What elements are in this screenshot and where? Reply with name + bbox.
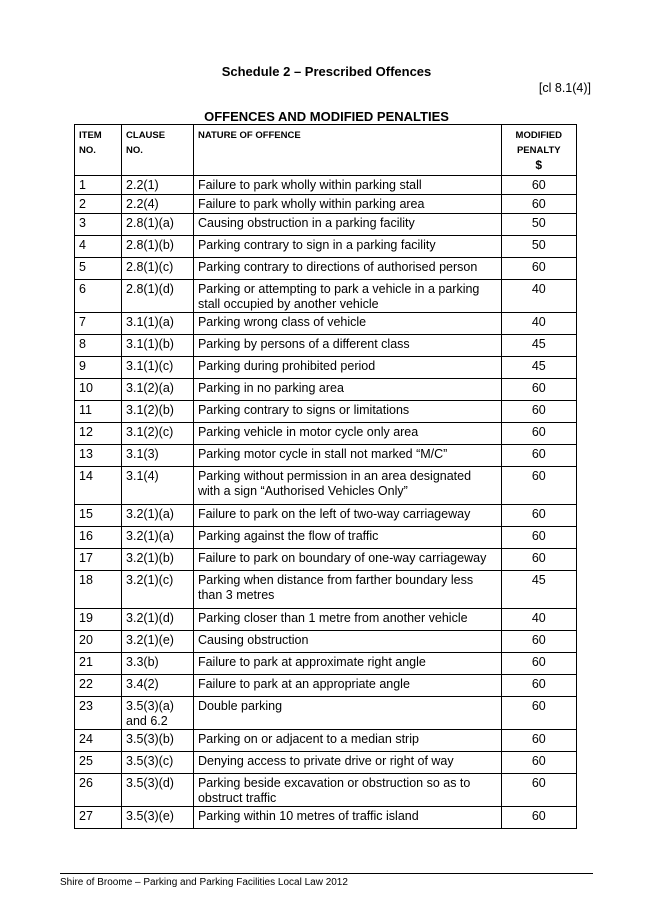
cell-clause-no: 3.1(2)(b) xyxy=(122,401,194,423)
cell-nature-of-offence: Parking within 10 metres of traffic island xyxy=(193,807,501,829)
cell-item-no: 25 xyxy=(75,752,122,774)
cell-modified-penalty: 60 xyxy=(501,401,576,423)
cell-item-no: 1 xyxy=(75,176,122,195)
cell-item-no: 10 xyxy=(75,379,122,401)
cell-modified-penalty: 60 xyxy=(501,549,576,571)
cell-item-no: 20 xyxy=(75,631,122,653)
table-row xyxy=(75,335,577,357)
cell-modified-penalty: 40 xyxy=(501,280,576,313)
cell-clause-no: 3.5(3)(b) xyxy=(122,730,194,752)
table-row xyxy=(75,752,577,774)
header-item-no xyxy=(75,125,122,176)
offences-table xyxy=(74,124,577,829)
page-footer: Shire of Broome – Parking and Parking Facilities Local Law 2012 xyxy=(60,877,348,888)
header-penalty-line1: MODIFIED xyxy=(515,130,562,141)
cell-item-no: 3 xyxy=(75,214,122,236)
cell-clause-no: 2.8(1)(a) xyxy=(122,214,194,236)
table-row xyxy=(75,609,577,631)
cell-nature-of-offence: Parking when distance from farther boundary less than 3 metres xyxy=(193,571,501,609)
header-modified-penalty xyxy=(501,125,576,176)
cell-nature-of-offence: Parking by persons of a different class xyxy=(193,335,501,357)
cell-item-no: 8 xyxy=(75,335,122,357)
cell-clause-no: 2.2(1) xyxy=(122,176,194,195)
table-row xyxy=(75,697,577,730)
cell-nature-of-offence: Parking wrong class of vehicle xyxy=(193,313,501,335)
cell-clause-no: 3.4(2) xyxy=(122,675,194,697)
cell-nature-of-offence: Parking on or adjacent to a median strip xyxy=(193,730,501,752)
cell-modified-penalty: 60 xyxy=(501,379,576,401)
cell-nature-of-offence: Failure to park at approximate right angle xyxy=(193,653,501,675)
cell-clause-no: 2.8(1)(b) xyxy=(122,236,194,258)
cell-item-no: 21 xyxy=(75,653,122,675)
cell-item-no: 12 xyxy=(75,423,122,445)
table-row xyxy=(75,675,577,697)
cell-item-no: 6 xyxy=(75,280,122,313)
cell-nature-of-offence: Parking in no parking area xyxy=(193,379,501,401)
cell-clause-no: 3.2(1)(a) xyxy=(122,505,194,527)
cell-modified-penalty: 60 xyxy=(501,697,576,730)
header-penalty-line2: PENALTY xyxy=(516,145,561,156)
table-row xyxy=(75,423,577,445)
cell-modified-penalty: 45 xyxy=(501,335,576,357)
header-clause-line1: CLAUSE xyxy=(126,130,166,141)
table-row xyxy=(75,379,577,401)
cell-item-no: 4 xyxy=(75,236,122,258)
cell-modified-penalty: 60 xyxy=(501,527,576,549)
cell-clause-no: 3.1(2)(c) xyxy=(122,423,194,445)
cell-modified-penalty: 60 xyxy=(501,195,576,214)
cell-modified-penalty: 60 xyxy=(501,807,576,829)
table-row xyxy=(75,467,577,505)
table-row xyxy=(75,807,577,829)
document-title: Schedule 2 – Prescribed Offences xyxy=(221,64,432,79)
table-row xyxy=(75,176,577,195)
table-row xyxy=(75,313,577,335)
cell-modified-penalty: 50 xyxy=(501,214,576,236)
cell-clause-no: 3.5(3)(c) xyxy=(122,752,194,774)
cell-nature-of-offence: Parking beside excavation or obstruction so as to obstruct traffic xyxy=(193,774,501,807)
cell-modified-penalty: 60 xyxy=(501,653,576,675)
cell-nature-of-offence: Parking closer than 1 metre from another vehicle xyxy=(193,609,501,631)
cell-item-no: 19 xyxy=(75,609,122,631)
cell-modified-penalty: 60 xyxy=(501,467,576,505)
cell-clause-no: 2.2(4) xyxy=(122,195,194,214)
header-item-line1: ITEM xyxy=(79,130,102,141)
cell-modified-penalty: 60 xyxy=(501,445,576,467)
cell-item-no: 2 xyxy=(75,195,122,214)
table-title: OFFENCES AND MODIFIED PENALTIES xyxy=(204,109,449,124)
cell-item-no: 5 xyxy=(75,258,122,280)
cell-clause-no: 3.1(4) xyxy=(122,467,194,505)
table-row xyxy=(75,571,577,609)
cell-item-no: 13 xyxy=(75,445,122,467)
cell-item-no: 17 xyxy=(75,549,122,571)
table-row xyxy=(75,527,577,549)
cell-clause-no: 2.8(1)(d) xyxy=(122,280,194,313)
cell-clause-no: 2.8(1)(c) xyxy=(122,258,194,280)
table-row xyxy=(75,445,577,467)
table-row xyxy=(75,258,577,280)
header-clause-line2: NO. xyxy=(126,145,143,156)
offences-table-body xyxy=(75,176,577,829)
cell-nature-of-offence: Failure to park on the left of two-way carriageway xyxy=(193,505,501,527)
table-row xyxy=(75,195,577,214)
cell-nature-of-offence: Causing obstruction in a parking facility xyxy=(193,214,501,236)
cell-modified-penalty: 50 xyxy=(501,236,576,258)
table-row xyxy=(75,774,577,807)
cell-nature-of-offence: Parking without permission in an area designated with a sign “Authorised Vehicles Only” xyxy=(193,467,501,505)
cell-nature-of-offence: Parking against the flow of traffic xyxy=(193,527,501,549)
cell-item-no: 22 xyxy=(75,675,122,697)
cell-modified-penalty: 60 xyxy=(501,675,576,697)
cell-modified-penalty: 60 xyxy=(501,730,576,752)
cell-item-no: 11 xyxy=(75,401,122,423)
cell-modified-penalty: 60 xyxy=(501,752,576,774)
cell-clause-no: 3.5(3)(d) xyxy=(122,774,194,807)
cell-item-no: 27 xyxy=(75,807,122,829)
cell-clause-no: 3.2(1)(a) xyxy=(122,527,194,549)
table-row xyxy=(75,730,577,752)
cell-clause-no: 3.1(2)(a) xyxy=(122,379,194,401)
cell-nature-of-offence: Failure to park wholly within parking stall xyxy=(193,176,501,195)
cell-clause-no: 3.3(b) xyxy=(122,653,194,675)
cell-nature-of-offence: Parking during prohibited period xyxy=(193,357,501,379)
cell-modified-penalty: 60 xyxy=(501,505,576,527)
cell-item-no: 16 xyxy=(75,527,122,549)
cell-nature-of-offence: Parking contrary to directions of authorised person xyxy=(193,258,501,280)
cell-nature-of-offence: Failure to park wholly within parking area xyxy=(193,195,501,214)
table-row xyxy=(75,214,577,236)
cell-nature-of-offence: Parking or attempting to park a vehicle in a parking stall occupied by another vehicle xyxy=(193,280,501,313)
cell-nature-of-offence: Parking contrary to signs or limitations xyxy=(193,401,501,423)
cell-nature-of-offence: Parking motor cycle in stall not marked “M/C” xyxy=(193,445,501,467)
cell-clause-no: 3.2(1)(d) xyxy=(122,609,194,631)
header-nature-of-offence: NATURE OF OFFENCE xyxy=(193,125,501,176)
cell-modified-penalty: 60 xyxy=(501,423,576,445)
table-row xyxy=(75,280,577,313)
cell-item-no: 24 xyxy=(75,730,122,752)
table-row xyxy=(75,549,577,571)
cell-nature-of-offence: Causing obstruction xyxy=(193,631,501,653)
cell-item-no: 7 xyxy=(75,313,122,335)
cell-clause-no: 3.1(1)(a) xyxy=(122,313,194,335)
cell-item-no: 15 xyxy=(75,505,122,527)
cell-nature-of-offence: Parking contrary to sign in a parking facility xyxy=(193,236,501,258)
table-row xyxy=(75,236,577,258)
cell-clause-no: 3.5(3)(a) and 6.2 xyxy=(122,697,194,730)
cell-modified-penalty: 45 xyxy=(501,571,576,609)
cell-clause-no: 3.1(1)(b) xyxy=(122,335,194,357)
cell-nature-of-offence: Failure to park on boundary of one-way carriageway xyxy=(193,549,501,571)
cell-item-no: 26 xyxy=(75,774,122,807)
cell-clause-no: 3.2(1)(c) xyxy=(122,571,194,609)
cell-modified-penalty: 60 xyxy=(501,631,576,653)
cell-modified-penalty: 60 xyxy=(501,176,576,195)
cell-modified-penalty: 45 xyxy=(501,357,576,379)
cell-modified-penalty: 60 xyxy=(501,258,576,280)
cell-nature-of-offence: Denying access to private drive or right of way xyxy=(193,752,501,774)
cell-modified-penalty: 40 xyxy=(501,313,576,335)
header-item-line2: NO. xyxy=(79,145,96,156)
clause-reference: [cl 8.1(4)] xyxy=(538,81,591,95)
cell-clause-no: 3.5(3)(e) xyxy=(122,807,194,829)
cell-clause-no: 3.2(1)(b) xyxy=(122,549,194,571)
header-penalty-currency: $ xyxy=(535,158,543,172)
table-row xyxy=(75,401,577,423)
header-clause-no xyxy=(122,125,194,176)
cell-item-no: 18 xyxy=(75,571,122,609)
table-header-row xyxy=(75,125,577,176)
cell-nature-of-offence: Double parking xyxy=(193,697,501,730)
cell-item-no: 14 xyxy=(75,467,122,505)
footer-rule xyxy=(60,873,593,874)
cell-modified-penalty: 40 xyxy=(501,609,576,631)
cell-item-no: 23 xyxy=(75,697,122,730)
cell-clause-no: 3.2(1)(e) xyxy=(122,631,194,653)
table-row xyxy=(75,505,577,527)
cell-item-no: 9 xyxy=(75,357,122,379)
table-row xyxy=(75,631,577,653)
cell-modified-penalty: 60 xyxy=(501,774,576,807)
cell-clause-no: 3.1(1)(c) xyxy=(122,357,194,379)
cell-nature-of-offence: Parking vehicle in motor cycle only area xyxy=(193,423,501,445)
cell-nature-of-offence: Failure to park at an appropriate angle xyxy=(193,675,501,697)
cell-clause-no: 3.1(3) xyxy=(122,445,194,467)
table-row xyxy=(75,653,577,675)
table-row xyxy=(75,357,577,379)
